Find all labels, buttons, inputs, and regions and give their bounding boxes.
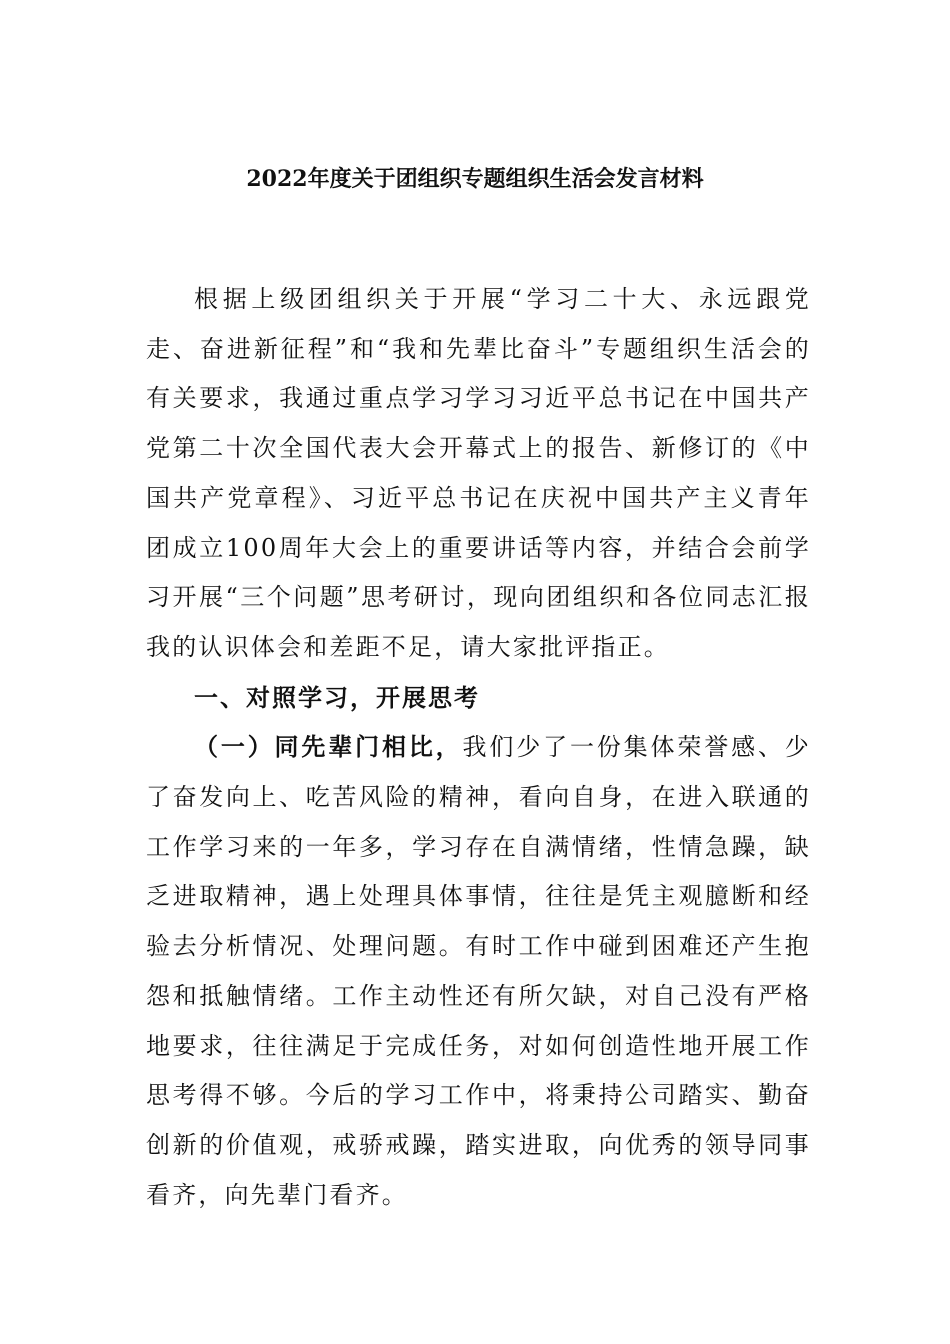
- item-paragraph: [146, 722, 811, 1220]
- intro-paragraph: 根据上级团组织关于开展“学习二十大、永远跟党走、奋进新征程”和“我和先辈比奋斗”专题组织生活会的有关要求，我通过重点学习学习习近平总书记在中国共产党第二十次全国代表大会开幕式上的报告、新修订的《中国共产党章程》、习近平总书记在庆祝中国共产主义青年团成立100周年大会上的重要讲话等内容，并结合会前学习开展“三个问题”思考研讨，现向团组织和各位同志汇报我的认识体会和差距不足，请大家批评指正。: [146, 285, 811, 661]
- item-lead: （一）同先辈门相比，: [194, 732, 463, 762]
- document-body: [146, 275, 811, 1220]
- document-title: 2022年度关于团组织专题组织生活会发言材料: [246, 166, 704, 192]
- section-heading: 一、对照学习，开展思考: [194, 682, 480, 712]
- item-text: 我们少了一份集体荣誉感、少了奋发向上、吃苦风险的精神，看向自身，在进入联通的工作学习来的一年多，学习存在自满情绪，性情急躁，缺乏进取精神，遇上处理具体事情，往往是凭主观臆断和经验去分析情况、处理问题。有时工作中碰到困难还产生抱怨和抵触情绪。工作主动性还有所欠缺，对自己没有严格地要求，往往满足于完成任务，对如何创造性地开展工作思考得不够。今后的学习工作中，将秉持公司踏实、勤奋创新的价值观，戒骄戒躁，踏实进取，向优秀的领导同事看齐，向先辈门看齐。: [146, 733, 811, 1209]
